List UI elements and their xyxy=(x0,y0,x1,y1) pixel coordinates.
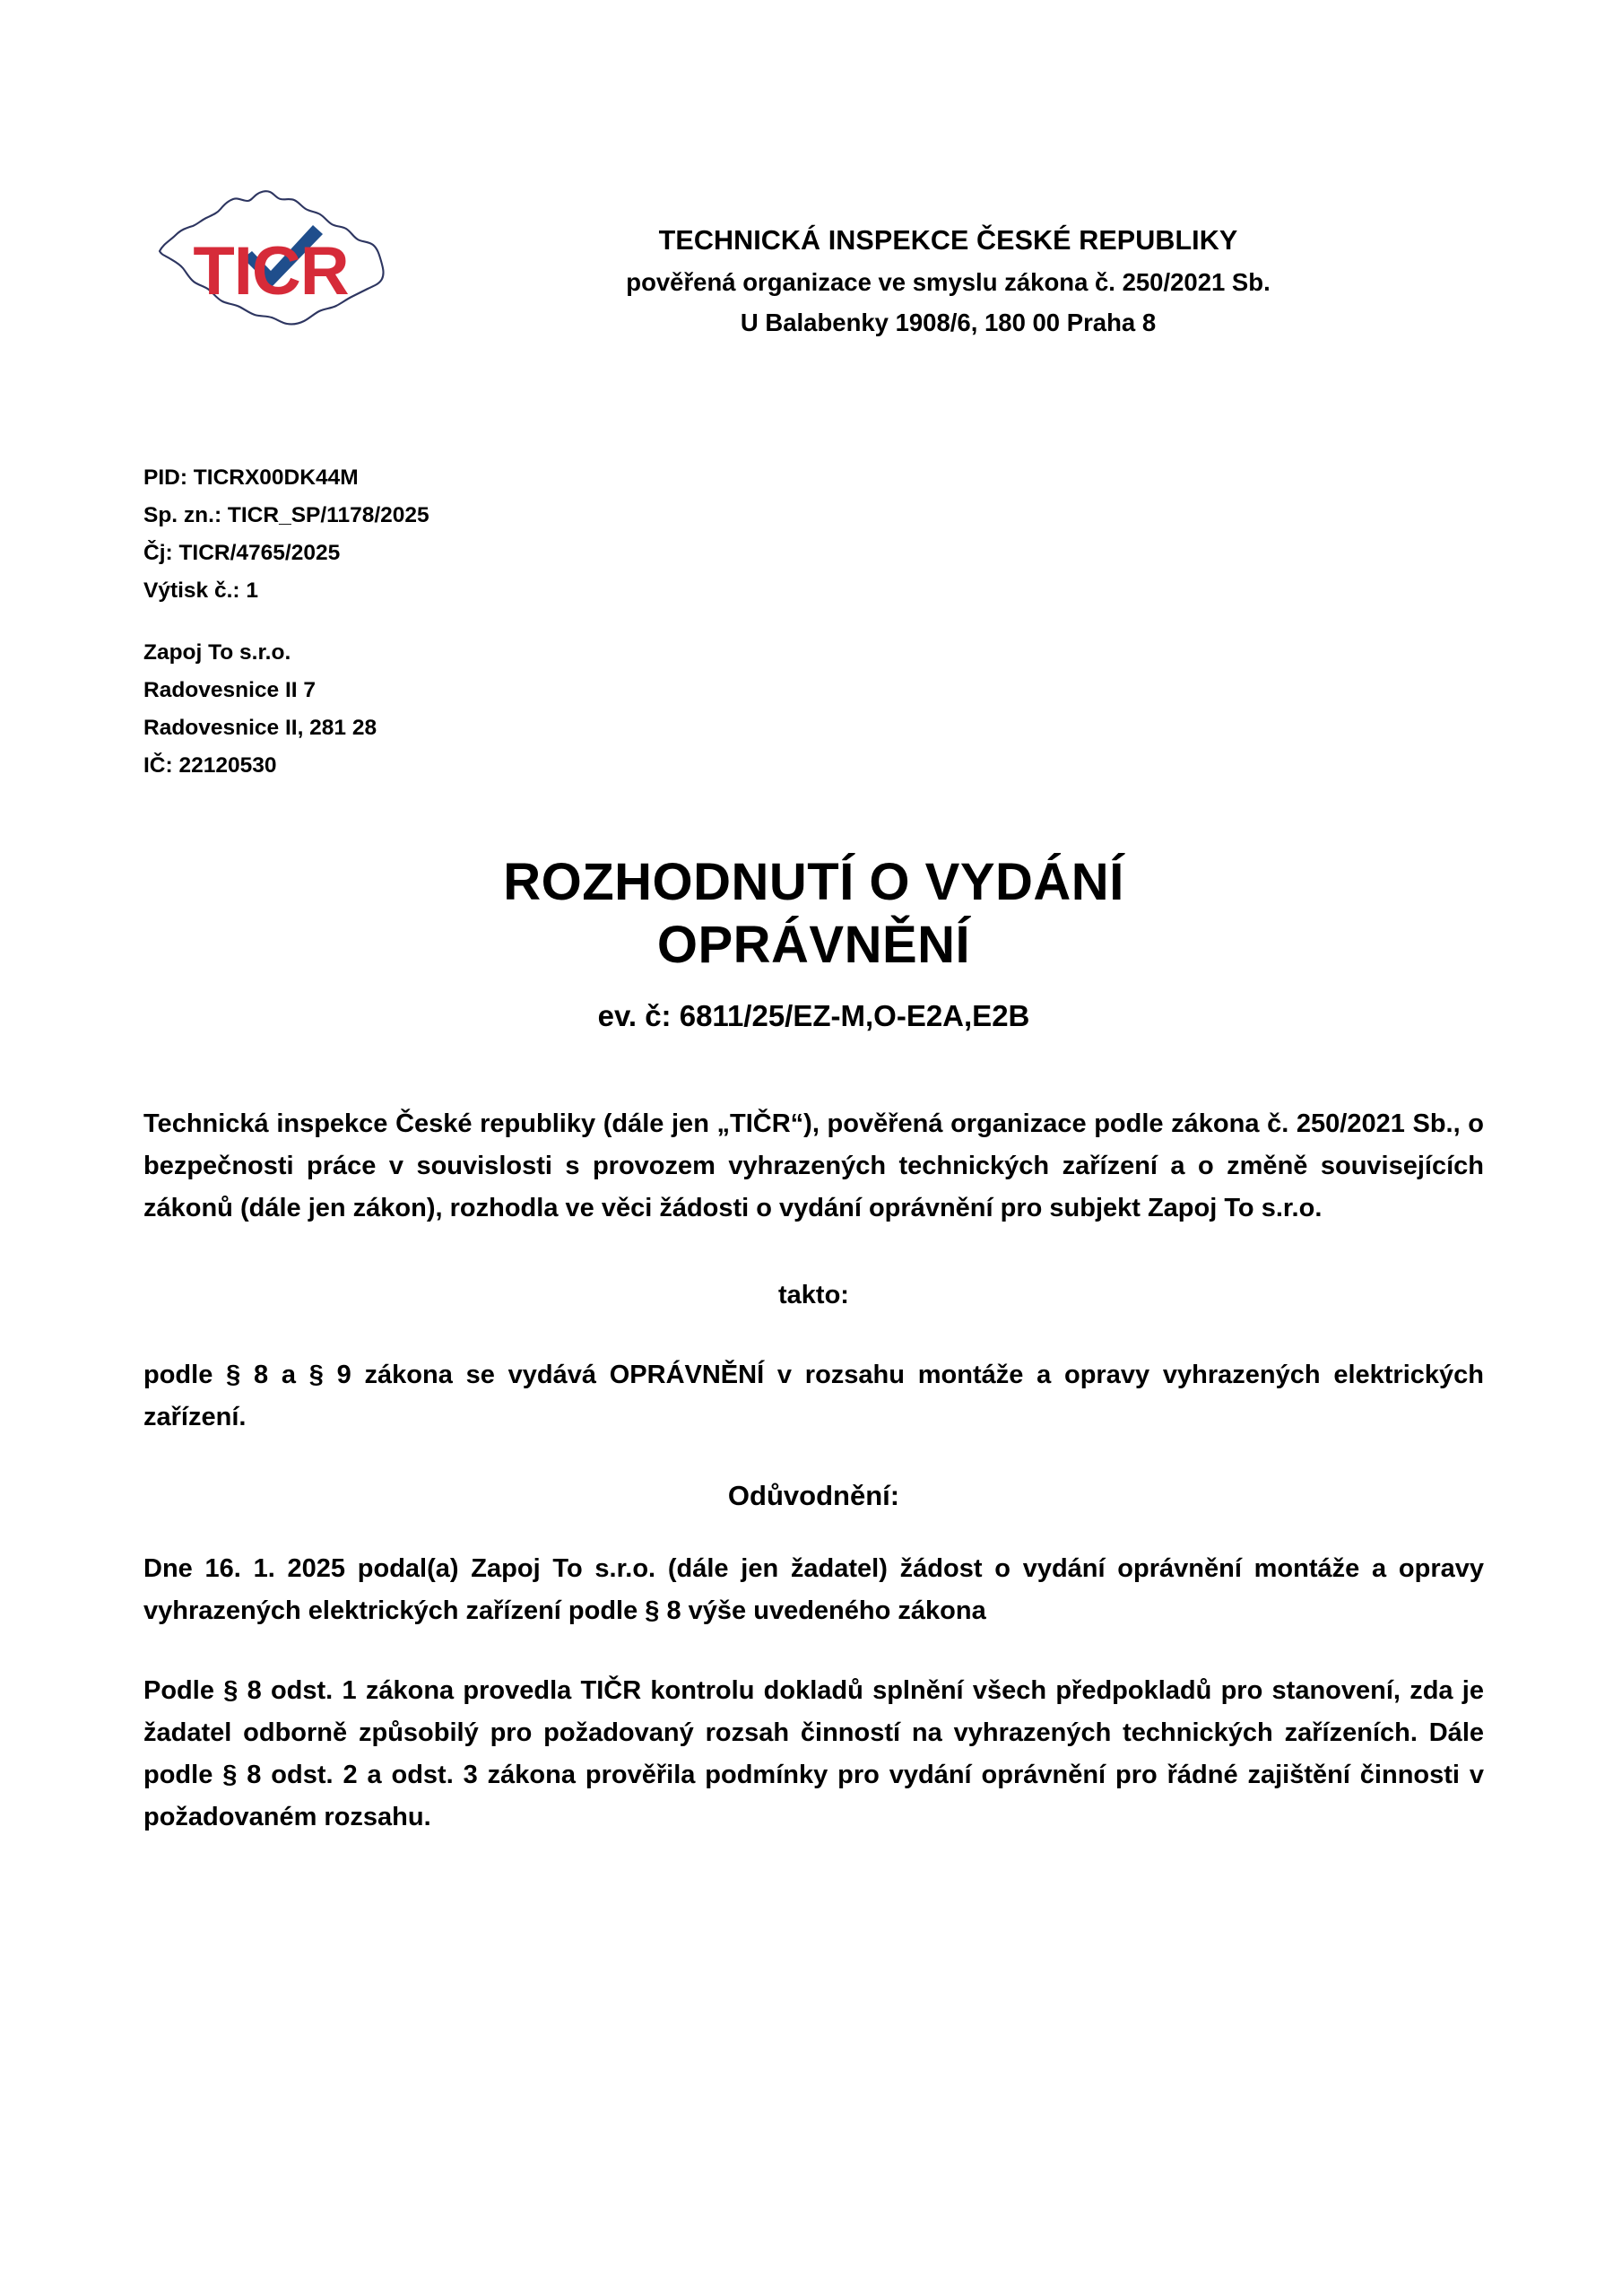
organization-block xyxy=(412,219,1484,344)
intro-paragraph: Technická inspekce České republiky (dále jen „TIČR“), pověřená organizace podle zákona č. 250/2021 Sb., o bezpečnosti práce v souvislosti s provozem vyhrazených technických zařízení a o změně souvisejících zákonů (dále jen zákon), rozhodla ve věci žádosti o vydání oprávnění pro subjekt Zapoj To s.r.o. xyxy=(143,1109,1484,1223)
reference-number: Čj: TICR/4765/2025 xyxy=(143,541,341,566)
recipient-street: Radovesnice II 7 xyxy=(143,677,317,702)
organization-subtitle: pověřená organizace ve smyslu zákona č. 250/2021 Sb. xyxy=(626,268,1271,297)
document-content xyxy=(143,0,1484,1839)
reference-block xyxy=(143,459,1484,611)
reasoning-paragraph-1: Dne 16. 1. 2025 podal(a) Zapoj To s.r.o. (dále jen žadatel) žádost o vydání oprávnění montáže a opravy vyhrazených elektrických zařízení podle § 8 výše uvedeného zákona xyxy=(143,1554,1484,1625)
reasoning-heading: Odůvodnění: xyxy=(727,1480,900,1511)
page-title xyxy=(143,851,1484,976)
recipient-company: Zapoj To s.r.o. xyxy=(143,639,291,665)
page-title-line-2: OPRÁVNĚNÍ xyxy=(656,915,971,974)
letterhead xyxy=(143,176,1484,409)
reference-copy-number: Výtisk č.: 1 xyxy=(143,578,259,604)
takto-label: takto: xyxy=(778,1281,849,1310)
reference-pid: PID: TICRX00DK44M xyxy=(143,465,359,490)
svg-text:TICR: TICR xyxy=(193,233,349,309)
organization-name: TECHNICKÁ INSPEKCE ČESKÉ REPUBLIKY xyxy=(658,225,1238,256)
organization-address: U Balabenky 1908/6, 180 00 Praha 8 xyxy=(740,308,1157,336)
recipient-ico: IČ: 22120530 xyxy=(143,752,277,778)
recipient-address-block xyxy=(143,634,1484,786)
ruling-paragraph: podle § 8 a § 9 zákona se vydává OPRÁVNĚNÍ v rozsahu montáže a opravy vyhrazených elektrických zařízení. xyxy=(143,1361,1484,1432)
reasoning-paragraph-2: Podle § 8 odst. 1 zákona provedla TIČR kontrolu dokladů splnění všech předpokladů pro stanovení, zda je žadatel odborně způsobilý pro požadovaný rozsah činností na vyhrazených technických zařízeních. Dále podle § 8 odst. 2 a odst. 3 zákona prověřila podmínky pro vydání oprávnění pro řádné zajištění činnosti v požadovaném rozsahu. xyxy=(143,1675,1484,1831)
recipient-city: Radovesnice II, 281 28 xyxy=(143,715,377,740)
reference-file-number: Sp. zn.: TICR_SP/1178/2025 xyxy=(143,503,429,528)
evidence-number: ev. č: 6811/25/EZ-M,O-E2A,E2B xyxy=(597,999,1030,1033)
page-title-line-1: ROZHODNUTÍ O VYDÁNÍ xyxy=(503,853,1124,911)
ticr-logo-icon xyxy=(143,176,403,346)
